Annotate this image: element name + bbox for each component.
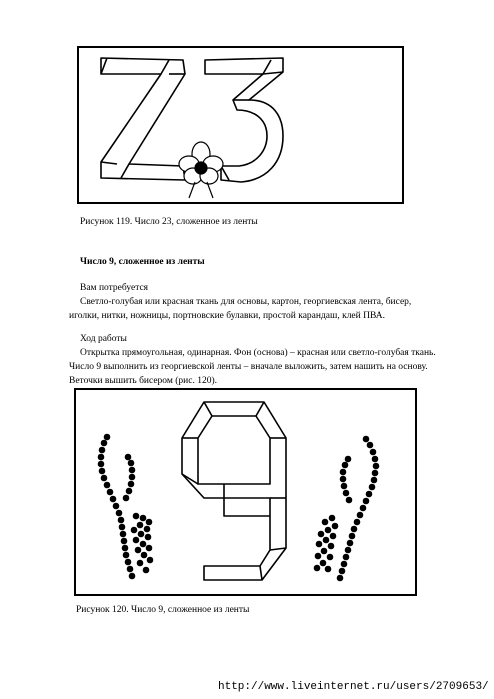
needs-heading: Вам потребуется [80,283,149,293]
figure-120-image [74,388,417,596]
work-heading: Ход работы [80,334,127,344]
work-line-3: Веточки вышить бисером (рис. 120). [69,376,217,386]
footer-url: http://www.liveinternet.ru/users/2709653/ [218,681,489,693]
figure-120-caption: Рисунок 120. Число 9, сложенное из ленты [76,605,250,615]
work-line-1: Открытка прямоугольная, одинарная. Фон (основа) – красная или светло-голубая ткань. [80,348,436,358]
section-title: Число 9, сложенное из ленты [80,257,205,267]
figure-119-caption: Рисунок 119. Число 23, сложенное из ленты [80,217,258,227]
needs-line-1: Светло-голубая или красная ткань для основы, картон, георгиевская лента, бисер, [80,297,412,307]
work-line-2: Число 9 выполнить из георгиевской ленты – вначале выложить, затем нашить на основу. [69,362,428,372]
figure-119-image [77,46,404,204]
needs-line-2: иголки, нитки, ножницы, портновские булавки, простой карандаш, клей ПВА. [69,311,385,321]
